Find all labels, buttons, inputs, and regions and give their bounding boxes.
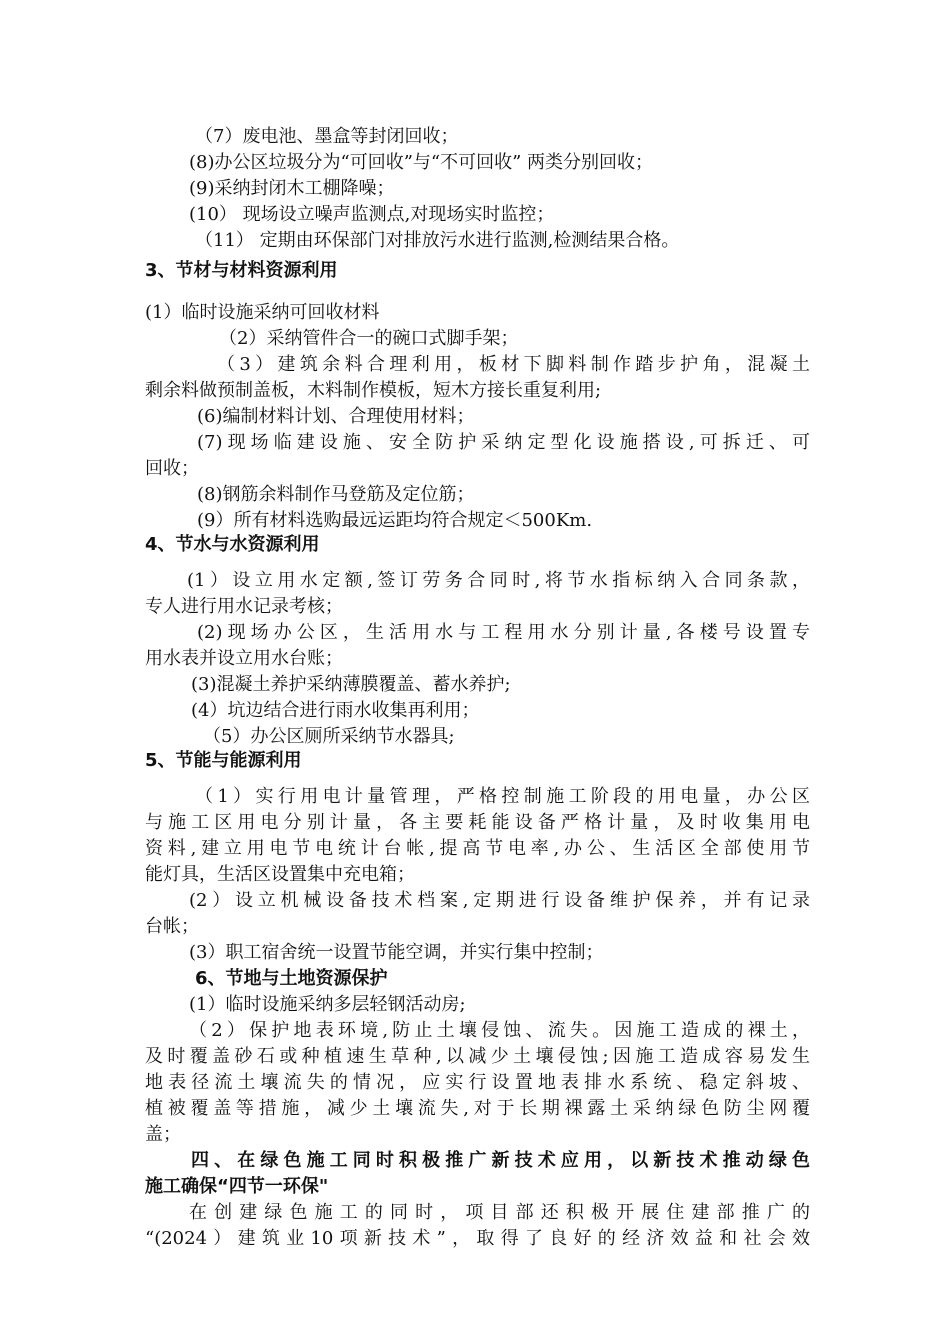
text-line: (7)现场临建设施、安全防护采纳定型化设施搭设,可拆迁、可 — [197, 432, 810, 453]
text-line: “(2024）建筑业10项新技术”，取得了良好的经济效益和社会效 — [145, 1228, 810, 1249]
text-line: 盖； — [145, 1124, 181, 1145]
text-line: 专人进行用水记录考核； — [145, 596, 343, 617]
text-line: （7）废电池、墨盒等封闭回收； — [195, 126, 459, 147]
text-line: 与施工区用电分别计量，各主要耗能设备严格计量，及时收集用电 — [145, 812, 810, 833]
text-line: (3）职工宿舍统一设置节能空调，并实行集中控制； — [189, 942, 604, 963]
section-heading: 施工确保“四节一环保" — [145, 1176, 329, 1197]
text-line: (2)现场办公区，生活用水与工程用水分别计量,各楼号设置专 — [197, 622, 810, 643]
text-line: （2）保护地表环境,防止土壤侵蚀、流失。因施工造成的裸土， — [189, 1020, 810, 1041]
text-line: (6)编制材料计划、合理使用材料； — [197, 406, 475, 427]
text-line: (9）所有材料选购最远运距均符合规定＜500Km. — [197, 510, 593, 531]
text-line: （5）办公区厕所采纳节水器具; — [203, 726, 455, 747]
section-heading: 四、在绿色施工同时积极推广新技术应用，以新技术推动绿色 — [191, 1150, 810, 1171]
text-line: 及时覆盖砂石或种植速生草种,以减少土壤侵蚀;因施工造成容易发生 — [145, 1046, 810, 1067]
text-line: 植被覆盖等措施，减少土壤流失,对于长期裸露土采纳绿色防尘网覆 — [145, 1098, 810, 1119]
text-line: 能灯具，生活区设置集中充电箱； — [145, 864, 415, 885]
text-line: (2）设立机械设备技术档案,定期进行设备维护保养，并有记录 — [189, 890, 810, 911]
text-line: (10） 现场设立噪声监测点,对现场实时监控； — [189, 204, 555, 225]
text-line: 资料,建立用电节电统计台帐,提高节电率,办公、生活区全部使用节 — [145, 838, 810, 859]
text-line: （2）采纳管件合一的碗口式脚手架； — [219, 328, 519, 349]
text-line: (1）临时设施采纳多层轻钢活动房; — [189, 994, 466, 1015]
text-line: 在创建绿色施工的同时，项目部还积极开展住建部推广的 — [189, 1202, 810, 1223]
text-line: 剩余料做预制盖板，木料制作模板，短木方接长重复利用; — [145, 380, 602, 401]
text-line: 用水表并设立用水台账； — [145, 648, 343, 669]
text-line: 台帐； — [145, 916, 199, 937]
section-heading: 4、节水与水资源利用 — [145, 534, 320, 555]
section-heading: 3、节材与材料资源利用 — [145, 260, 338, 281]
text-line: (4）坑边结合进行雨水收集再利用； — [191, 700, 480, 721]
text-line: （11） 定期由环保部门对排放污水进行监测,检测结果合格。 — [195, 230, 680, 251]
text-line: （1）实行用电计量管理，严格控制施工阶段的用电量，办公区 — [195, 786, 810, 807]
section-heading: 6、节地与土地资源保护 — [195, 968, 388, 989]
section-heading: 5、节能与能源利用 — [145, 750, 302, 771]
text-line: (8)钢筋余料制作马登筋及定位筋； — [197, 484, 475, 505]
text-line: （3）建筑余料合理利用，板材下脚料制作踏步护角，混凝土 — [217, 354, 810, 375]
text-line: 地表径流土壤流失的情况，应实行设置地表排水系统、稳定斜坡、 — [145, 1072, 810, 1093]
text-line: (9)采纳封闭木工棚降噪； — [189, 178, 395, 199]
text-line: (3)混凝土养护采纳薄膜覆盖、蓄水养护; — [191, 674, 511, 695]
text-line: 回收； — [145, 458, 199, 479]
text-line: (1）临时设施采纳可回收材料 — [145, 302, 380, 323]
text-line: (8)办公区垃圾分为“可回收”与“不可回收” 两类分别回收； — [189, 152, 654, 173]
text-line: (1）设立用水定额,签订劳务合同时,将节水指标纳入合同条款， — [187, 570, 810, 591]
